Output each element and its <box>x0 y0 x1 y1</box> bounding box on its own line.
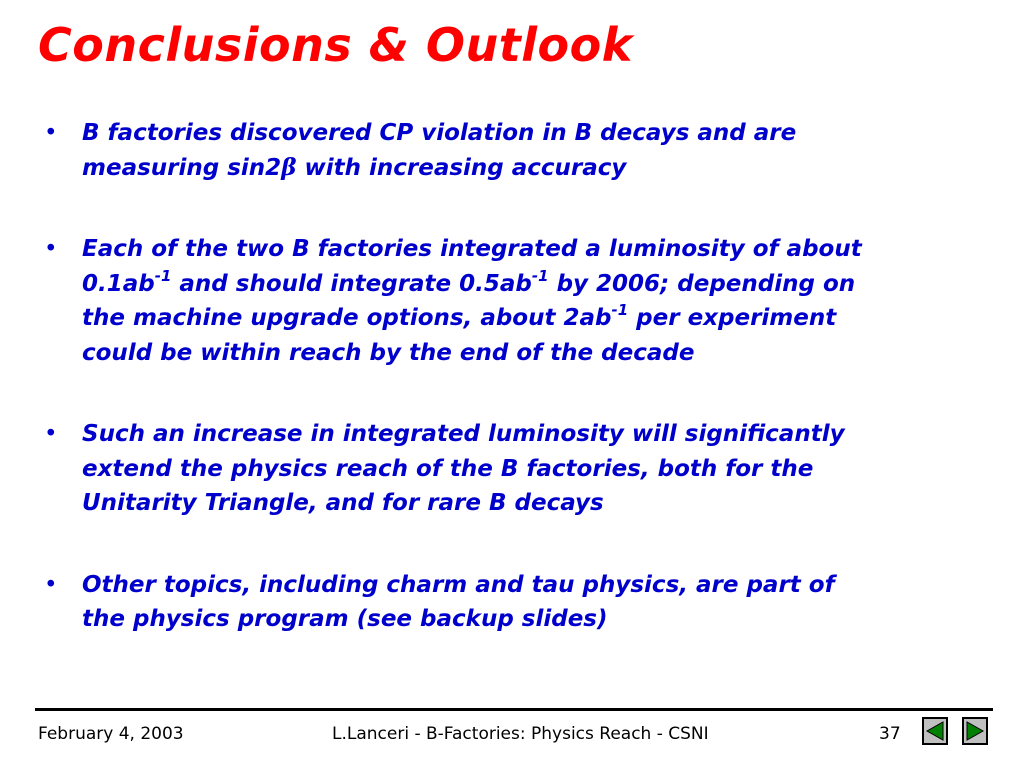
next-slide-button[interactable] <box>962 717 988 745</box>
bullet-item <box>44 116 944 185</box>
bullet-item <box>44 417 944 521</box>
bullet-line: extend the physics reach of the B factories, both for the <box>82 455 814 482</box>
bullet-line: measuring sin2β with increasing accuracy <box>82 153 627 181</box>
page-number: 37 <box>879 724 901 744</box>
bullet-item <box>44 232 944 370</box>
bullet-line: Each of the two B factories integrated a luminosity of about <box>82 236 862 262</box>
triangle-right-icon <box>965 721 985 741</box>
bullet-dot: • <box>44 236 58 262</box>
previous-slide-button[interactable] <box>922 717 948 745</box>
bullet-line: $0.1ab^{-1}$ and should integrate $0.5ab^{-1}$ by 2006; depending on <box>82 266 856 297</box>
beta-symbol: β <box>281 153 297 181</box>
superscript: -1 <box>611 301 629 320</box>
bullet-line: Other topics, including charm and tau physics, are part of <box>82 571 835 598</box>
slide-title: Conclusions & Outlook <box>38 18 633 72</box>
superscript: -1 <box>154 266 172 285</box>
bullet-item <box>44 568 944 637</box>
bullet-line: Such an increase in integrated luminosity will significantly <box>82 421 845 447</box>
bullet-dot: • <box>44 421 58 447</box>
bullet-dot: • <box>44 571 58 598</box>
bullet-line: the machine upgrade options, about $2ab^{-1}$ per experiment <box>82 301 837 331</box>
bullet-line: Unitarity Triangle, and for rare B decays <box>82 490 604 516</box>
bullet-dot: • <box>44 120 58 146</box>
bullet-line: B factories discovered CP violation in B decays and are <box>82 120 797 146</box>
bullet-line: could be within reach by the end of the decade <box>82 339 695 366</box>
superscript: -1 <box>531 266 549 285</box>
bullet-line: the physics program (see backup slides) <box>82 606 608 632</box>
footer-title: L.Lanceri - B-Factories: Physics Reach - CSNI <box>332 724 709 744</box>
bullet-list <box>44 116 944 637</box>
footer-divider <box>35 708 993 711</box>
footer-date: February 4, 2003 <box>38 724 184 744</box>
triangle-left-icon <box>925 721 945 741</box>
